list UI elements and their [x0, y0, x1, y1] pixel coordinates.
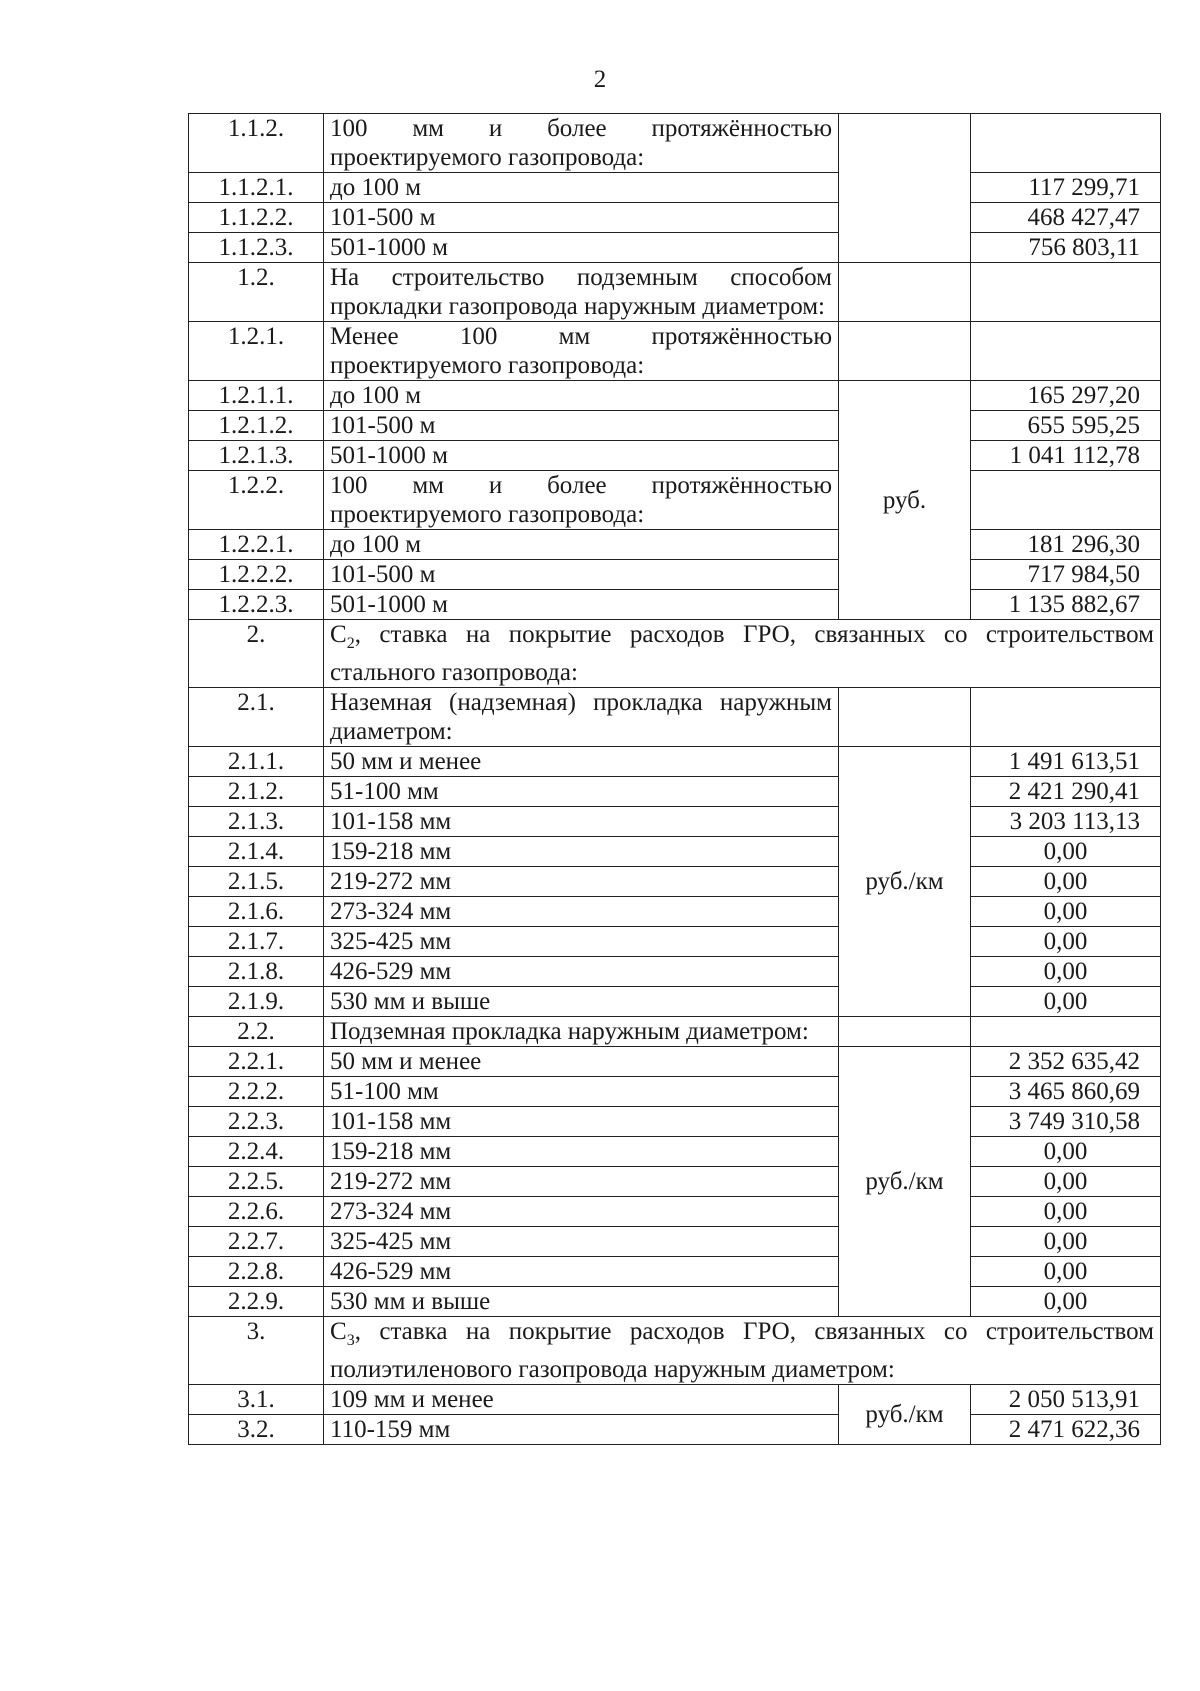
row-text: 159-218 мм — [324, 1137, 839, 1167]
row-number: 3.1. — [189, 1385, 324, 1415]
row-value — [971, 263, 1161, 322]
table-row — [189, 441, 1161, 471]
row-text: 100 мм и более протяжённостью проектируемого газопровода: — [324, 471, 839, 530]
row-value: 165 297,20 — [971, 381, 1161, 411]
row-number: 1.2.1.2. — [189, 411, 324, 441]
row-number: 2.1.2. — [189, 777, 324, 807]
section-text — [324, 1317, 1161, 1385]
row-number: 1.2.2.3. — [189, 590, 324, 620]
row-number: 1.2.2.1. — [189, 530, 324, 560]
table-row — [189, 203, 1161, 233]
row-number: 2.1.7. — [189, 927, 324, 957]
row-value: 0,00 — [971, 927, 1161, 957]
table-row — [189, 927, 1161, 957]
unit-cell-empty — [839, 114, 971, 263]
row-value: 0,00 — [971, 957, 1161, 987]
row-value: 2 352 635,42 — [971, 1047, 1161, 1077]
row-number: 2.2.3. — [189, 1107, 324, 1137]
table-row — [189, 322, 1161, 381]
row-number: 2. — [189, 620, 324, 688]
row-text: до 100 м — [324, 530, 839, 560]
row-value: 1 491 613,51 — [971, 747, 1161, 777]
row-value: 2 421 290,41 — [971, 777, 1161, 807]
row-value: 0,00 — [971, 897, 1161, 927]
row-text: 50 мм и менее — [324, 1047, 839, 1077]
row-text: 51-100 мм — [324, 1077, 839, 1107]
row-value: 117 299,71 — [971, 173, 1161, 203]
table-row — [189, 590, 1161, 620]
row-text: 501-1000 м — [324, 233, 839, 263]
table-row — [189, 1017, 1161, 1047]
table-row — [189, 837, 1161, 867]
row-number: 2.1.9. — [189, 987, 324, 1017]
table-row — [189, 1385, 1161, 1415]
table-row — [189, 114, 1161, 173]
row-text: 101-158 мм — [324, 807, 839, 837]
row-text: На строительство подземным способом прокладки газопровода наружным диаметром: — [324, 263, 839, 322]
row-value: 717 984,50 — [971, 560, 1161, 590]
row-text: до 100 м — [324, 381, 839, 411]
table-row — [189, 747, 1161, 777]
row-value: 2 050 513,91 — [971, 1385, 1161, 1415]
row-value: 0,00 — [971, 1197, 1161, 1227]
row-number: 1.2.2. — [189, 471, 324, 530]
row-text: 51-100 мм — [324, 777, 839, 807]
row-number: 2.2. — [189, 1017, 324, 1047]
row-value: 655 595,25 — [971, 411, 1161, 441]
row-text: 109 мм и менее — [324, 1385, 839, 1415]
row-number: 2.1.5. — [189, 867, 324, 897]
table-row — [189, 1077, 1161, 1107]
unit-cell: руб./км — [839, 1385, 971, 1445]
row-value: 0,00 — [971, 1257, 1161, 1287]
table-row — [189, 263, 1161, 322]
row-number: 1.1.2.1. — [189, 173, 324, 203]
table-row — [189, 381, 1161, 411]
unit-cell-empty — [839, 263, 971, 322]
row-number: 2.2.5. — [189, 1167, 324, 1197]
table-row — [189, 1137, 1161, 1167]
table-row — [189, 688, 1161, 747]
tariff-table — [188, 113, 1161, 1445]
row-text: 100 мм и более протяжённостью проектируемого газопровода: — [324, 114, 839, 173]
table-row — [189, 560, 1161, 590]
unit-cell-empty — [839, 322, 971, 381]
table-row — [189, 1047, 1161, 1077]
section-symbol: С — [330, 621, 347, 648]
row-text: 219-272 мм — [324, 867, 839, 897]
row-number: 2.2.8. — [189, 1257, 324, 1287]
row-value — [971, 114, 1161, 173]
table-row — [189, 987, 1161, 1017]
row-text: 530 мм и выше — [324, 987, 839, 1017]
table-row — [189, 471, 1161, 530]
row-text: 426-529 мм — [324, 957, 839, 987]
row-number: 2.2.2. — [189, 1077, 324, 1107]
table-row — [189, 777, 1161, 807]
unit-cell: руб./км — [839, 1047, 971, 1317]
row-number: 1.1.2. — [189, 114, 324, 173]
row-text: 110-159 мм — [324, 1415, 839, 1445]
table-row — [189, 530, 1161, 560]
row-value: 0,00 — [971, 987, 1161, 1017]
row-value: 1 135 882,67 — [971, 590, 1161, 620]
section-row — [189, 620, 1161, 688]
row-text: 101-500 м — [324, 560, 839, 590]
row-text: 530 мм и выше — [324, 1287, 839, 1317]
row-text: до 100 м — [324, 173, 839, 203]
row-value: 0,00 — [971, 867, 1161, 897]
table-row — [189, 233, 1161, 263]
table-row — [189, 411, 1161, 441]
row-text: Наземная (надземная) прокладка наружным диаметром: — [324, 688, 839, 747]
row-value — [971, 1017, 1161, 1047]
section-description: , ставка на покрытие расходов ГРО, связанных со строительством полиэтиленового газопровода наружным диаметром: — [330, 1318, 1154, 1383]
row-value: 0,00 — [971, 1287, 1161, 1317]
section-symbol-sub: 2 — [346, 635, 355, 652]
row-text: 50 мм и менее — [324, 747, 839, 777]
section-text — [324, 620, 1161, 688]
row-value: 0,00 — [971, 1167, 1161, 1197]
section-row — [189, 1317, 1161, 1385]
row-text: 273-324 мм — [324, 897, 839, 927]
row-text: 101-500 м — [324, 203, 839, 233]
row-value: 0,00 — [971, 1227, 1161, 1257]
table-row — [189, 897, 1161, 927]
row-value: 2 471 622,36 — [971, 1415, 1161, 1445]
row-value: 3 203 113,13 — [971, 807, 1161, 837]
row-number: 2.1. — [189, 688, 324, 747]
row-number: 1.2.1.1. — [189, 381, 324, 411]
row-text: 101-500 м — [324, 411, 839, 441]
row-number: 2.1.6. — [189, 897, 324, 927]
row-value: 3 749 310,58 — [971, 1107, 1161, 1137]
row-number: 2.1.1. — [189, 747, 324, 777]
row-number: 2.2.6. — [189, 1197, 324, 1227]
row-number: 2.2.4. — [189, 1137, 324, 1167]
section-symbol: С — [330, 1318, 347, 1345]
row-value — [971, 688, 1161, 747]
row-text: 219-272 мм — [324, 1167, 839, 1197]
row-number: 1.2.1. — [189, 322, 324, 381]
page-number: 2 — [593, 66, 607, 93]
table-row — [189, 1257, 1161, 1287]
row-value: 0,00 — [971, 837, 1161, 867]
row-number: 1.1.2.2. — [189, 203, 324, 233]
unit-cell-empty — [839, 1017, 971, 1047]
table-row — [189, 1167, 1161, 1197]
table-row — [189, 173, 1161, 203]
row-number: 2.2.7. — [189, 1227, 324, 1257]
row-value: 181 296,30 — [971, 530, 1161, 560]
row-text: Подземная прокладка наружным диаметром: — [324, 1017, 839, 1047]
row-value: 0,00 — [971, 1137, 1161, 1167]
row-text: 501-1000 м — [324, 441, 839, 471]
row-number: 1.2.2.2. — [189, 560, 324, 590]
row-number: 2.2.9. — [189, 1287, 324, 1317]
row-value: 756 803,11 — [971, 233, 1161, 263]
row-number: 1.2.1.3. — [189, 441, 324, 471]
row-value — [971, 322, 1161, 381]
row-text: 325-425 мм — [324, 927, 839, 957]
row-number: 2.1.8. — [189, 957, 324, 987]
row-value: 1 041 112,78 — [971, 441, 1161, 471]
table-row — [189, 1415, 1161, 1445]
row-number: 2.2.1. — [189, 1047, 324, 1077]
section-description: , ставка на покрытие расходов ГРО, связанных со строительством стального газопровода: — [330, 621, 1154, 686]
unit-cell: руб. — [839, 381, 971, 620]
row-text: 325-425 мм — [324, 1227, 839, 1257]
table-row — [189, 1227, 1161, 1257]
row-text: 101-158 мм — [324, 1107, 839, 1137]
table-row — [189, 867, 1161, 897]
row-text: 426-529 мм — [324, 1257, 839, 1287]
table-row — [189, 807, 1161, 837]
unit-cell: руб./км — [839, 747, 971, 1017]
row-value — [971, 471, 1161, 530]
table-row — [189, 1107, 1161, 1137]
row-value: 468 427,47 — [971, 203, 1161, 233]
row-text: 159-218 мм — [324, 837, 839, 867]
row-value: 3 465 860,69 — [971, 1077, 1161, 1107]
row-text: 501-1000 м — [324, 590, 839, 620]
row-number: 3.2. — [189, 1415, 324, 1445]
unit-cell-empty — [839, 688, 971, 747]
row-number: 1.2. — [189, 263, 324, 322]
table-row — [189, 957, 1161, 987]
row-text: Менее 100 мм протяжённостью проектируемого газопровода: — [324, 322, 839, 381]
table-row — [189, 1287, 1161, 1317]
row-number: 2.1.3. — [189, 807, 324, 837]
table-row — [189, 1197, 1161, 1227]
row-text: 273-324 мм — [324, 1197, 839, 1227]
section-symbol-sub: 3 — [346, 1332, 355, 1349]
row-number: 2.1.4. — [189, 837, 324, 867]
row-number: 3. — [189, 1317, 324, 1385]
row-number: 1.1.2.3. — [189, 233, 324, 263]
